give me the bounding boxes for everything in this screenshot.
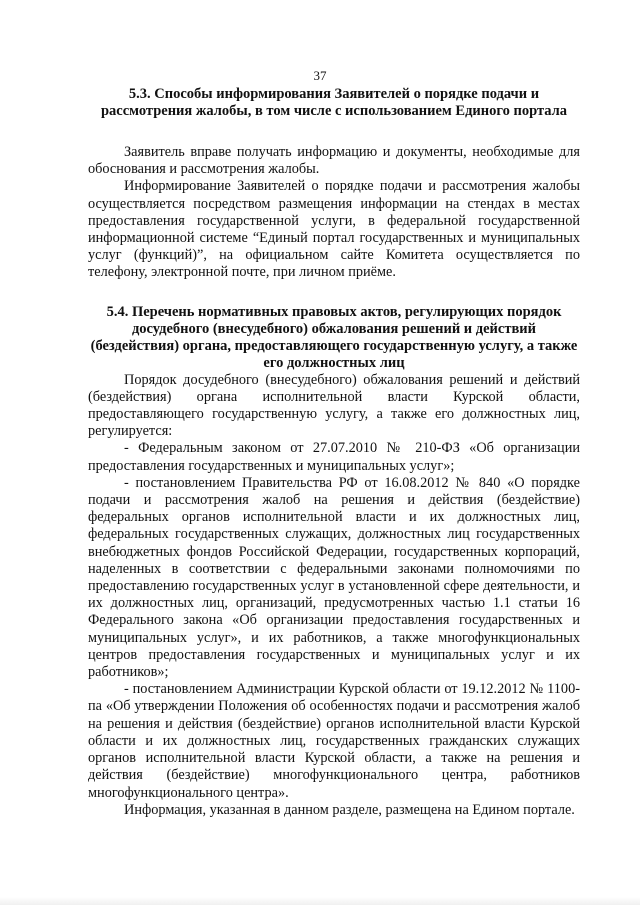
section-5-4-heading: 5.4. Перечень нормативных правовых актов, регулирующих порядок досудебного (внесудебного) обжалования решений и действий (бездействия) органа, предоставляющего государственную услугу, а также его должностных лиц xyxy=(90,303,578,371)
section-5-3-heading: 5.3. Способы информирования Заявителей о порядке подачи и рассмотрения жалобы, в том числе с использованием Единого портала xyxy=(100,86,568,119)
section-5-3-paragraph: Информирование Заявителей о порядке подачи и рассмотрения жалобы осуществляется посредством размещения информации на стендах в местах предоставления государственной услуги, в федеральной государственной информационной системе “Единый портал государственных и муниципальных услуг (функций)”, на официальном сайте Комитета осуществляется по телефону, электронной почте, при личном приёме. xyxy=(88,178,580,281)
section-5-4-list-item: - постановлением Правительства РФ от 16.08.2012 № 840 «О порядке подачи и рассмотрения жалоб на решения и действия (бездействие) федеральных органов исполнительной власти и их должностных лиц, федеральных государственных служащих, должностных лиц государственных внебюджетных фондов Российской Федерации, государственных корпораций, наделенных в соответствии с федеральными законами полномочиями по предоставлению государственных услуг в установленной сфере деятельности, и их должностных лиц, организаций, предусмотренных частью 1.1 статьи 16 Федерального закона «Об организации предоставления государственных и муниципальных услуг», и их работников, а также многофункциональных центров предоставления государственных и муниципальных услуг и их работников»; xyxy=(88,474,580,681)
section-5-4-paragraph: Порядок досудебного (внесудебного) обжалования решений и действий (бездействия) органа исполнительной власти Курской области, предоставляющего государственную услугу, а также его должностных лиц, регулируется: xyxy=(88,371,580,440)
page-number: 37 xyxy=(313,68,327,83)
section-5-4-list-item: - Федеральным законом от 27.07.2010 № 210-ФЗ «Об организации предоставления государственных и муниципальных услуг»; xyxy=(88,440,580,474)
section-5-4-paragraph: Информация, указанная в данном разделе, размещена на Едином портале. xyxy=(124,801,575,818)
section-5-4-list-item: - постановлением Администрации Курской области от 19.12.2012 № 1100-па «Об утверждении Положения об особенностях подачи и рассмотрения жалоб на решения и действия (бездействие) органов исполнительной власти Курской области и их должностных лиц, государственных гражданских служащих органов исполнительной власти Курской области, а также на решения и действия (бездействие) многофункционального центра, работников многофункционального центра». xyxy=(88,681,580,801)
scan-edge-shadow xyxy=(0,897,640,905)
page-content xyxy=(88,84,580,819)
section-5-3-paragraph: Заявитель вправе получать информацию и документы, необходимые для обоснования и рассмотрения жалобы. xyxy=(88,144,580,178)
